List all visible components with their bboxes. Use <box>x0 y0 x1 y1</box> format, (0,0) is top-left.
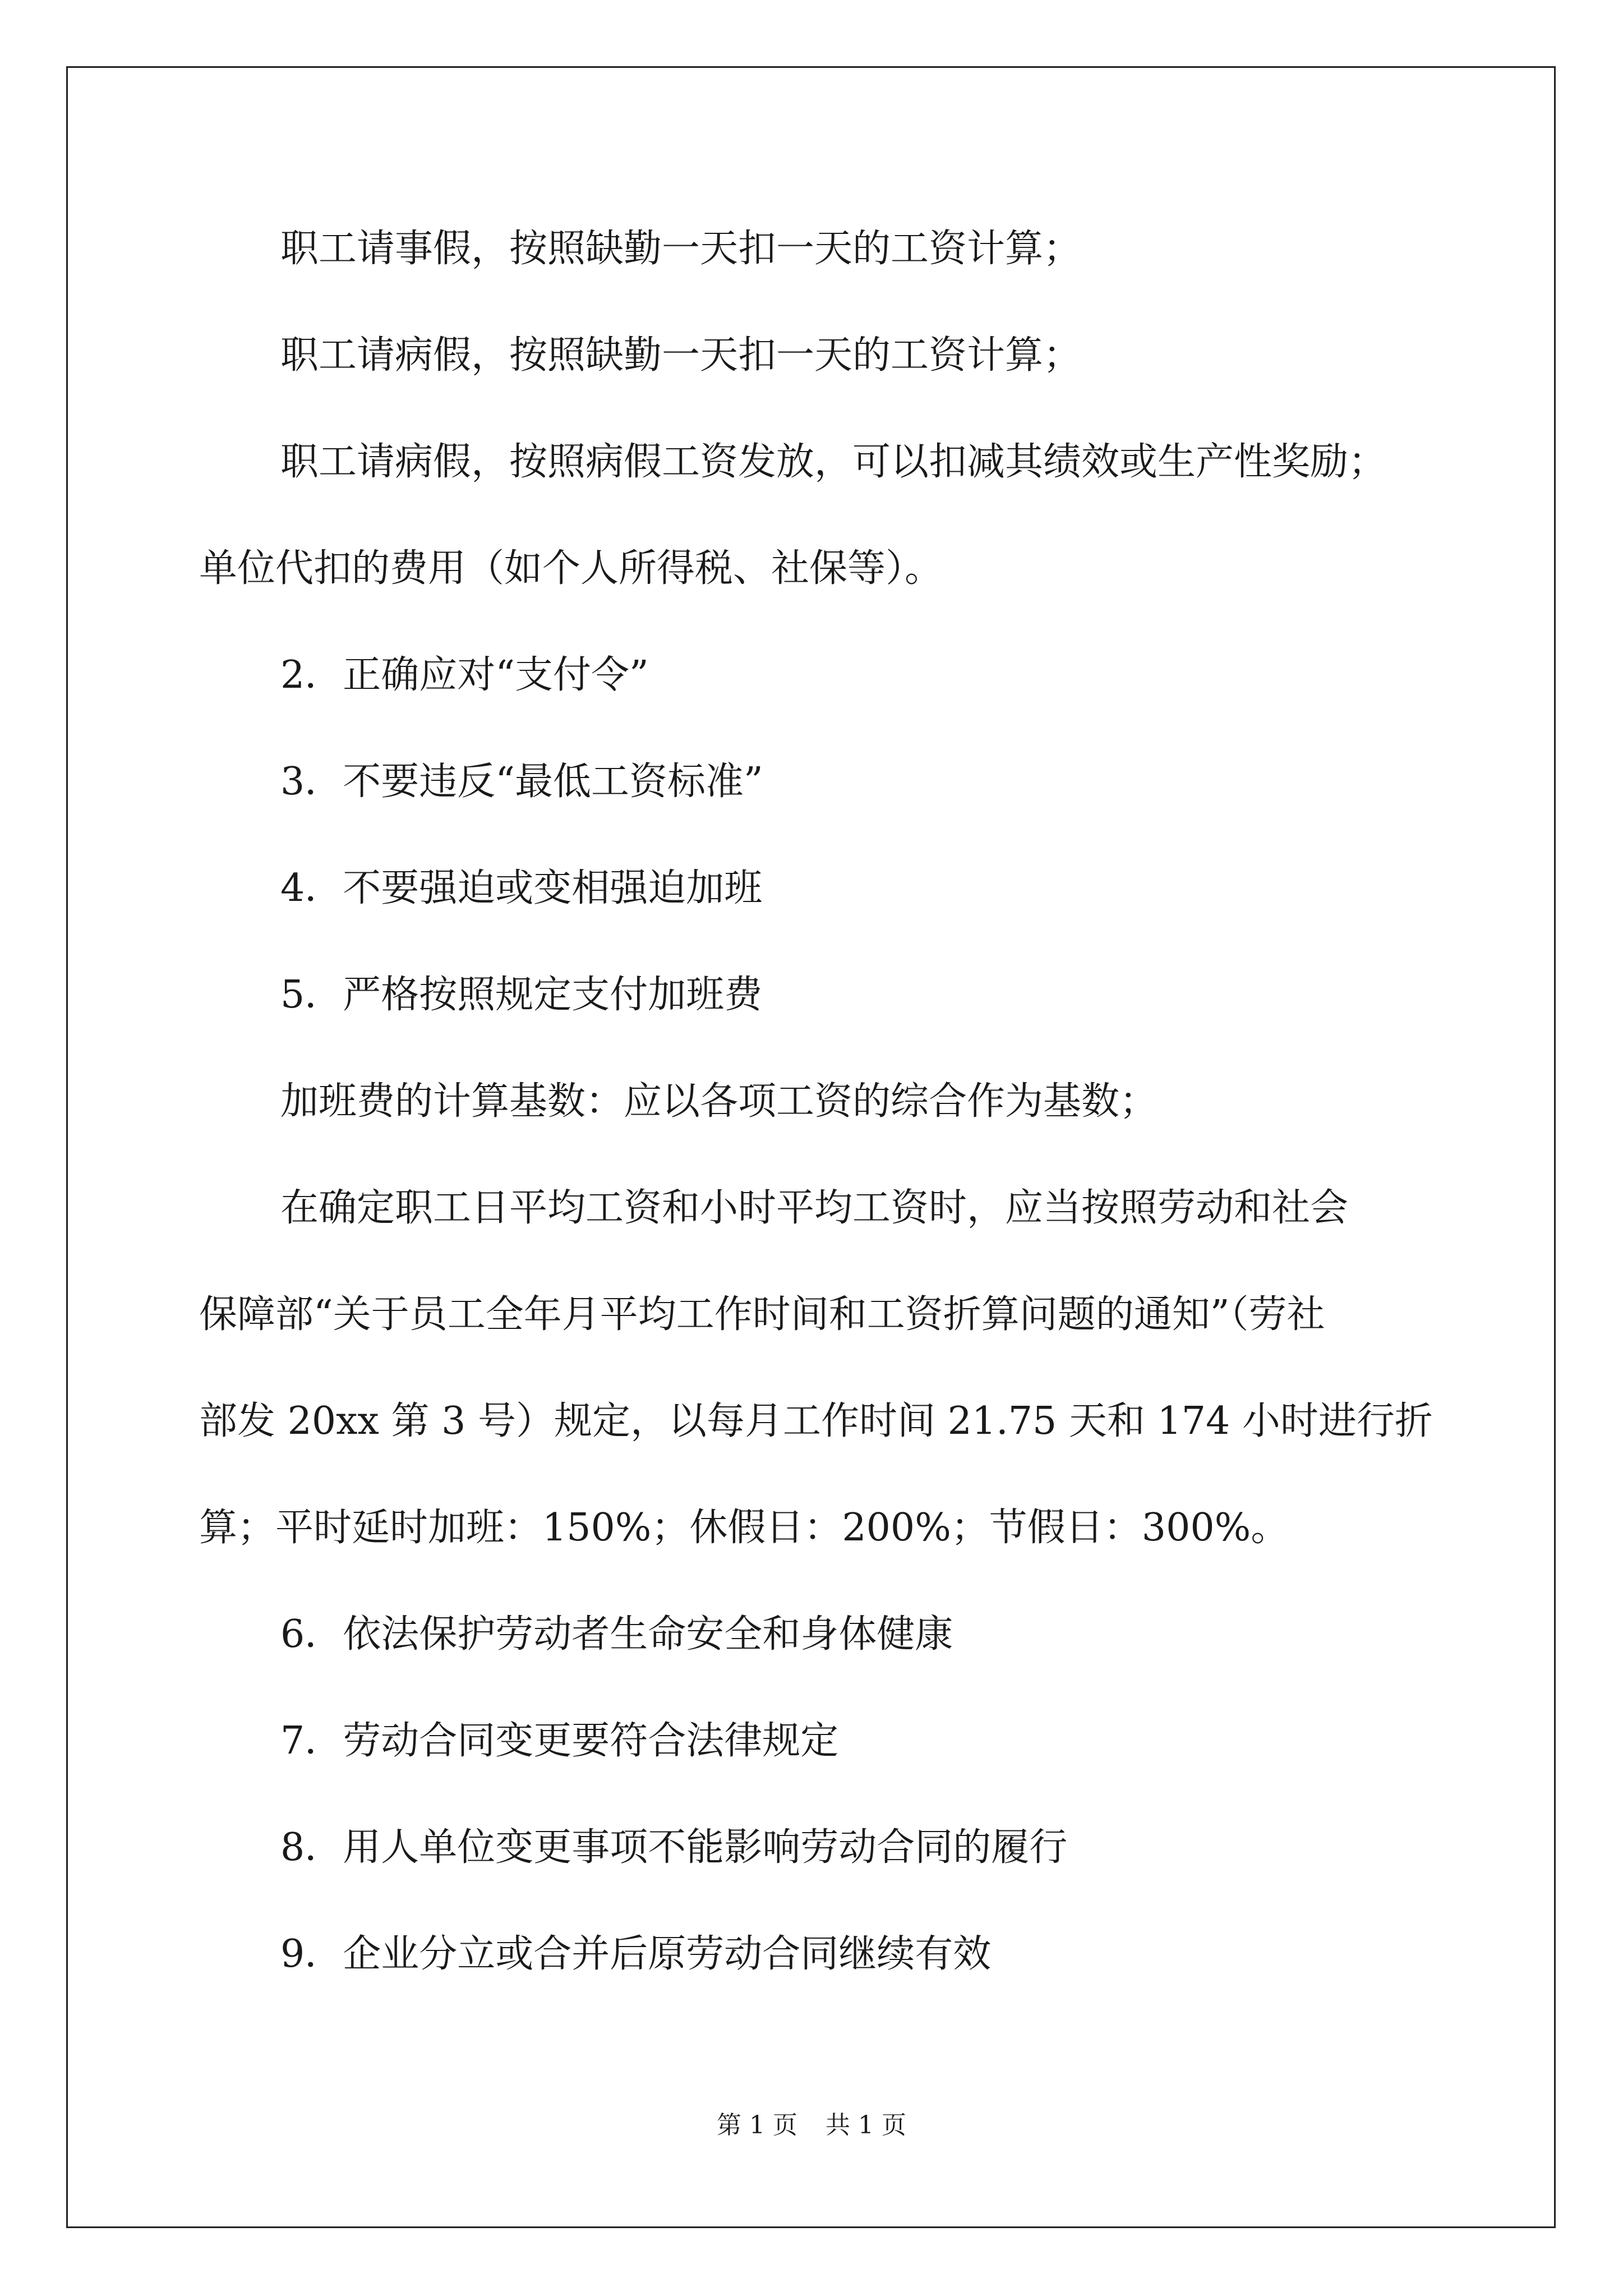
paragraph-personal-leave: 职工请事假，按照缺勤一天扣一天的工资计算； <box>280 227 1082 271</box>
paragraph-withholding: 单位代扣的费用（如个人所得税、社保等）。 <box>199 546 943 591</box>
paragraph-average-wage-line-1: 在确定职工日平均工资和小时平均工资时，应当按照劳动和社会 <box>280 1186 1349 1230</box>
paragraph-average-wage-line-2: 保障部“关于员工全年月平均工作时间和工资折算问题的通知”（劳社 <box>199 1292 1325 1337</box>
paragraph-average-wage-line-3: 部发 20xx 第 3 号）规定，以每月工作时间 21.75 天和 174 小时进行折 <box>199 1399 1433 1443</box>
heading-item-5: 5．严格按照规定支付加班费 <box>280 973 763 1017</box>
page-total: 共 1 页 <box>826 2111 906 2139</box>
heading-item-9: 9．企业分立或合并后原劳动合同继续有效 <box>280 1932 992 1976</box>
page-border <box>66 66 1556 2228</box>
page-number: 第 1 页 <box>717 2111 797 2139</box>
paragraph-sick-leave-pay: 职工请病假，按照病假工资发放，可以扣减其绩效或生产性奖励； <box>280 440 1387 484</box>
paragraph-sick-leave-deduction: 职工请病假，按照缺勤一天扣一天的工资计算； <box>280 333 1082 378</box>
heading-item-8: 8．用人单位变更事项不能影响劳动合同的履行 <box>280 1825 1068 1870</box>
heading-item-4: 4．不要强迫或变相强迫加班 <box>280 866 763 910</box>
paragraph-overtime-base: 加班费的计算基数：应以各项工资的综合作为基数； <box>280 1079 1158 1124</box>
heading-item-3: 3．不要违反“最低工资标准” <box>280 760 763 804</box>
page-footer <box>0 2105 1623 2141</box>
paragraph-average-wage-line-4: 算；平时延时加班：150%；休假日：200%；节假日：300%。 <box>199 1506 1289 1550</box>
heading-item-6: 6．依法保护劳动者生命安全和身体健康 <box>280 1612 953 1657</box>
heading-item-2: 2．正确应对“支付令” <box>280 653 649 697</box>
heading-item-7: 7．劳动合同变更要符合法律规定 <box>280 1719 839 1763</box>
